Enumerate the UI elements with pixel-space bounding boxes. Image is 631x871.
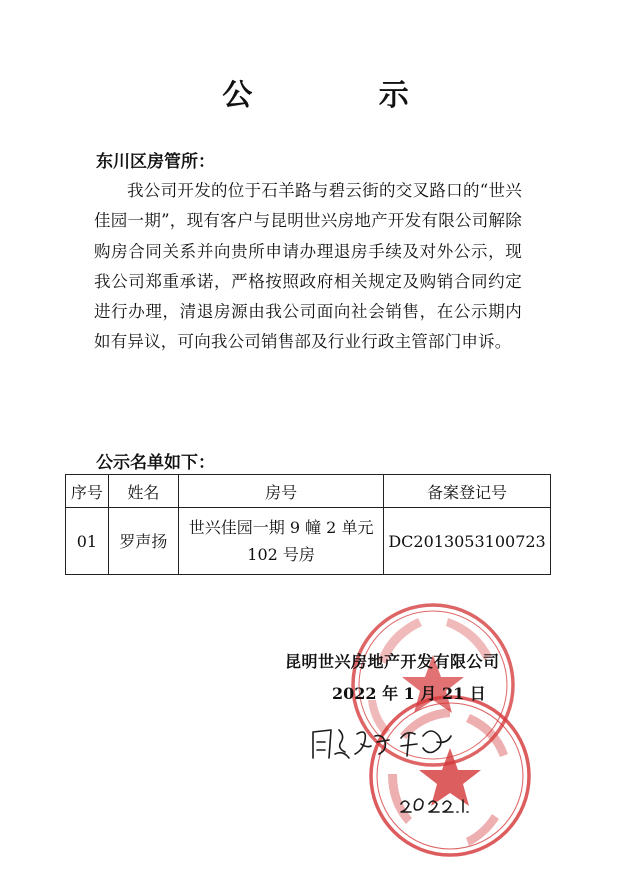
cell-record: DC2013053100723 xyxy=(384,508,551,575)
list-heading: 公示名单如下： xyxy=(96,453,215,473)
cell-room-line2: 102 号房 xyxy=(247,545,315,564)
cell-name: 罗声扬 xyxy=(108,508,178,575)
company-name: 昆明世兴房地产开发有限公司 xyxy=(285,652,500,671)
addressee: 东川区房管所： xyxy=(96,152,215,172)
roster-table xyxy=(65,474,551,575)
document-title: 公 示 xyxy=(222,78,467,113)
header-record: 备案登记号 xyxy=(384,475,551,508)
cell-no: 01 xyxy=(66,508,109,575)
cell-room xyxy=(179,508,384,575)
table-header-row xyxy=(66,475,551,508)
table-row xyxy=(66,508,551,575)
handwritten-approval-icon xyxy=(305,712,475,822)
header-no: 序号 xyxy=(66,475,109,508)
issue-date: 2022 年 1 月 21 日 xyxy=(332,684,486,703)
body-paragraph: 我公司开发的位于石羊路与碧云街的交叉路口的“世兴佳园一期”，现有客户与昆明世兴房地产开发有限公司解除购房合同关系并向贵所申请办理退房手续及对外公示，现我公司郑重承诺，严格按照政府相关规定及购销合同约定进行办理，清退房源由我公司面向社会销售，在公示期内如有异议，可向我公司销售部及行业行政主管部门申诉。 xyxy=(94,181,522,352)
cell-room-line1: 世兴佳园一期 9 幢 2 单元 xyxy=(188,518,374,537)
header-name: 姓名 xyxy=(108,475,178,508)
header-room: 房号 xyxy=(179,475,384,508)
